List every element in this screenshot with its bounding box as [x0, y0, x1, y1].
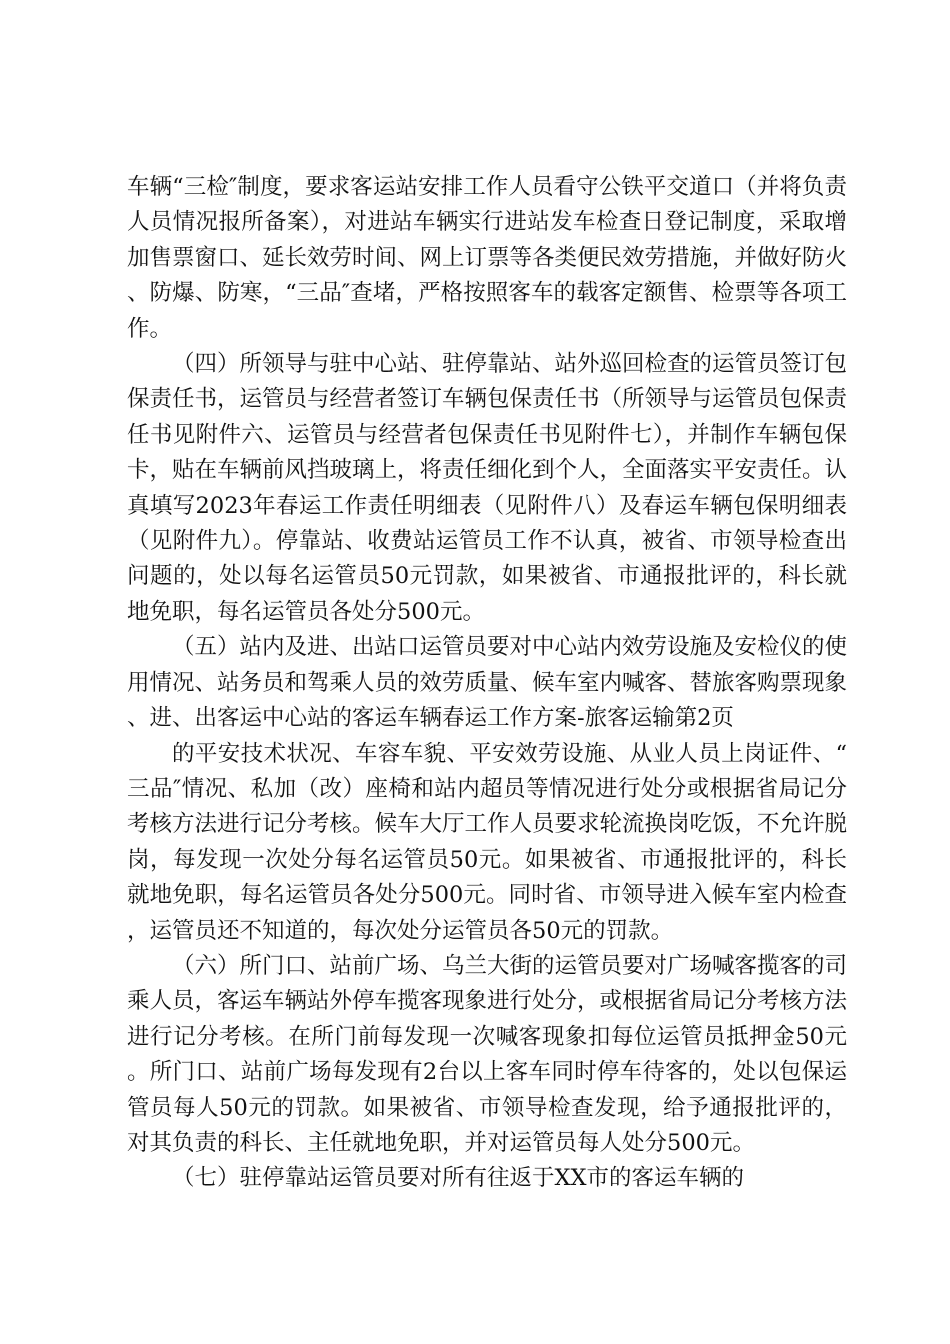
paragraph-section-5-continued: 的平安技术状况、车容车貌、平安效劳设施、从业人员上岗证件、“三品″情况、私加（改）座椅和站内超员等情况进行处分或根据省局记分考核方法进行记分考核。候车大厅工作人员要求轮流换岗吃饭，不允许脱岗，每发现一次处分每名运管员50元。如果被省、市通报批评的，科长就地免职，每名运管员各处分500元。同时省、市领导进入候车室内检查，运管员还不知道的，每次处分运管员各50元的罚款。	[127, 740, 848, 944]
paragraph-section-6: （六）所门口、站前广场、乌兰大街的运管员要对广场喊客揽客的司乘人员，客运车辆站外停车揽客现象进行处分，或根据省局记分考核方法进行记分考核。在所门前每发现一次喊客现象扣每位运管员抵押金50元。所门口、站前广场每发现有2台以上客车同时停车待客的，处以包保运管员每人50元的罚款。如果被省、市领导检查发现，给予通报批评的，对其负责的科长、主任就地免职，并对运管员每人处分500元。	[127, 952, 848, 1156]
paragraph-section-7: （七）驻停靠站运管员要对所有往返于XX市的客运车辆的	[172, 1165, 745, 1192]
document-body	[127, 170, 847, 1197]
paragraph-section-4: （四）所领导与驻中心站、驻停靠站、站外巡回检查的运管员签订包保责任书，运管员与经营者签订车辆包保责任书（所领导与运管员包保责任书见附件六、运管员与经营者包保责任书见附件七），并制作车辆包保卡，贴在车辆前风挡玻璃上，将责任细化到个人，全面落实平安责任。认真填写2023年春运工作责任明细表（见附件八）及春运车辆包保明细表（见附件九）。停靠站、收费站运管员工作不认真，被省、市领导检查出问题的，处以每名运管员50元罚款，如果被省、市通报批评的，科长就地免职，每名运管员各处分500元。	[127, 351, 848, 625]
paragraph-three-inspections: 车辆“三检″制度，要求客运站安排工作人员看守公铁平交道口（并将负责人员情况报所备案），对进站车辆实行进站发车检查日登记制度，采取增加售票窗口、延长效劳时间、网上订票等各类便民效劳措施，并做好防火、防爆、防寒，“三品″查堵，严格按照客车的载客定额售、检票等各项工作。	[127, 174, 848, 342]
paragraph-section-5: （五）站内及进、出站口运管员要对中心站内效劳设施及安检仪的使用情况、站务员和驾乘人员的效劳质量、候车室内喊客、替旅客购票现象、进、出客运中心站的客运车辆春运工作方案-旅客运输第2页	[127, 634, 848, 732]
